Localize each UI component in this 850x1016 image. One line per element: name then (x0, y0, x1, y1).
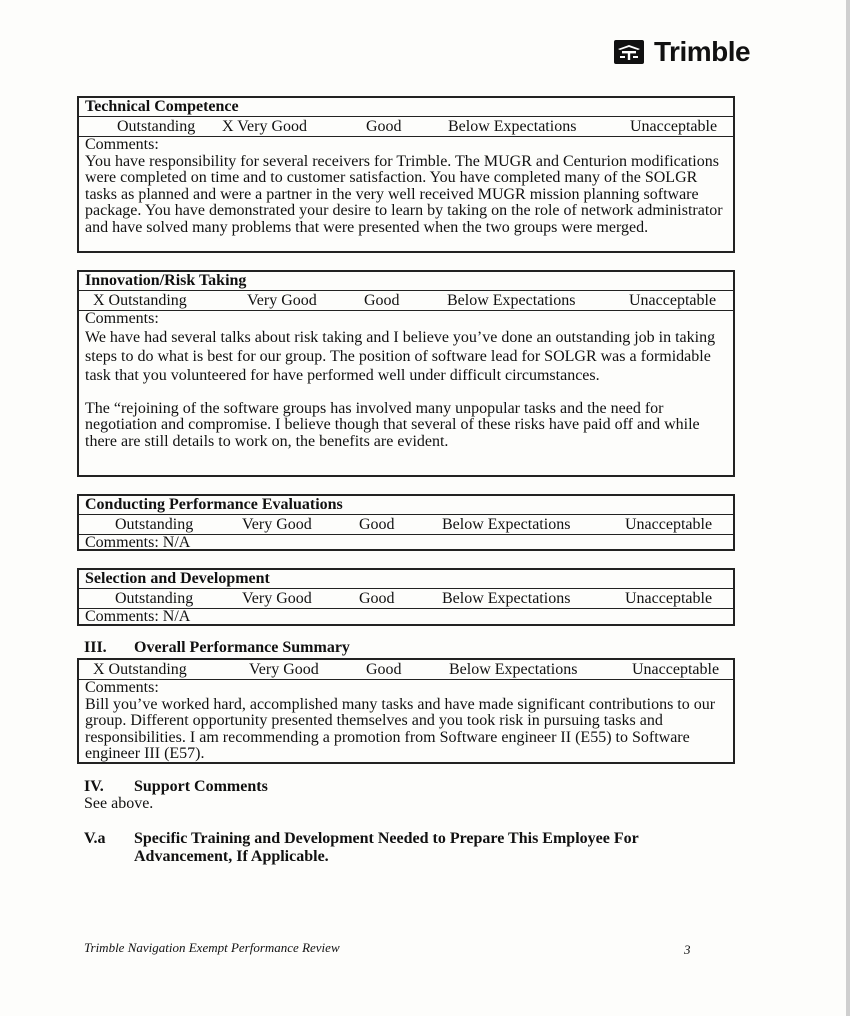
section-number: IV. (84, 778, 104, 795)
comments-block (79, 535, 733, 552)
rating-good: Good (359, 590, 395, 607)
rating-outstanding: Outstanding (115, 590, 194, 607)
rating-outstanding: Outstanding (115, 516, 194, 533)
comments-block (79, 137, 733, 236)
rating-good: Good (359, 516, 395, 533)
rating-outstanding: X Outstanding (93, 292, 187, 309)
comments-label: Comments: (85, 136, 159, 153)
section-title: Selection and Development (79, 570, 733, 589)
rating-very-good: Very Good (242, 516, 312, 533)
comments-block (79, 311, 733, 450)
rating-good: Good (366, 118, 402, 135)
rating-row (79, 117, 733, 137)
support-comments-heading (84, 778, 268, 796)
comments-block (79, 609, 733, 626)
rating-unacceptable: Unacceptable (625, 590, 713, 607)
rating-below-expectations: Below Expectations (442, 516, 571, 533)
section-number: III. (84, 639, 107, 656)
rating-unacceptable: Unacceptable (632, 661, 720, 678)
rating-very-good: Very Good (249, 661, 319, 678)
section-heading-text: Support Comments (134, 778, 268, 795)
comments-label: Comments: N/A (85, 608, 191, 625)
trimble-logo (614, 36, 750, 68)
rating-good: Good (366, 661, 402, 678)
rating-below-expectations: Below Expectations (448, 118, 577, 135)
rating-outstanding: Outstanding (117, 118, 196, 135)
rating-below-expectations: Below Expectations (449, 661, 578, 678)
page-number: 3 (684, 942, 691, 957)
comments-label: Comments: (85, 310, 159, 327)
overall-summary-section (77, 658, 735, 764)
comments-text: The “rejoining of the software groups has involved many unpopular tasks and the need for negotiation and compromise. I believe though that several of these risks have paid off and while there are still details to work on, the benefits are evident. (85, 399, 700, 450)
rating-unacceptable: Unacceptable (629, 292, 717, 309)
comments-text: You have responsibility for several receivers for Trimble. The MUGR and Centurion modifications were completed on time and to customer satisfaction. You have completed many of the SOLGR tasks as planned and were a partner in the very well received MUGR mission planning software package. You have demonstrated your desire to learn by taking on the role of network administrator and have solved many problems that were presented when the two groups were merged. (85, 152, 723, 236)
performance-evaluations-section (77, 494, 735, 551)
section-title: Technical Competence (79, 98, 733, 117)
technical-competence-section (77, 96, 735, 253)
rating-good: Good (364, 292, 400, 309)
overall-summary-heading (84, 639, 350, 657)
section-title: Conducting Performance Evaluations (79, 496, 733, 515)
rating-unacceptable: Unacceptable (630, 118, 718, 135)
rating-very-good: X Very Good (222, 118, 308, 135)
comments-text: We have had several talks about risk taking and I believe you’ve done an outstanding job in taking steps to do what is best for our group. The position of software lead for SOLGR was a formidable task that you volunteered for have performed well under difficult circumstances. (85, 328, 716, 384)
rating-row (79, 660, 733, 680)
rating-row (79, 589, 733, 609)
comments-label: Comments: (85, 679, 159, 696)
comments-block (79, 680, 733, 763)
comments-text: Bill you’ve worked hard, accomplished many tasks and have made significant contributions to our group. Different opportunity presented themselves and you took risk in pursuing tasks and responsibilities. I am recommending a promotion from Software engineer II (E55) to Software engineer III (E57). (85, 695, 716, 762)
rating-row (79, 291, 733, 311)
section-number: V.a (84, 830, 106, 847)
rating-outstanding: X Outstanding (93, 661, 187, 678)
page-edge (846, 0, 850, 1016)
section-heading-text: Overall Performance Summary (134, 639, 350, 656)
rating-very-good: Very Good (247, 292, 317, 309)
trimble-logo-icon (614, 40, 644, 64)
comments-label: Comments: N/A (85, 534, 191, 551)
innovation-risk-taking-section (77, 270, 735, 477)
rating-unacceptable: Unacceptable (625, 516, 713, 533)
rating-very-good: Very Good (242, 590, 312, 607)
brand-name: Trimble (654, 36, 751, 67)
footer-text: Trimble Navigation Exempt Performance Review (84, 940, 340, 955)
rating-below-expectations: Below Expectations (442, 590, 571, 607)
section-heading-text: Specific Training and Development Needed to Prepare This Employee For Advancement, If Applicable. (134, 830, 639, 865)
support-comments-text: See above. (84, 795, 154, 812)
rating-below-expectations: Below Expectations (447, 292, 576, 309)
section-title: Innovation/Risk Taking (79, 272, 733, 291)
selection-development-section (77, 568, 735, 626)
rating-row (79, 515, 733, 535)
